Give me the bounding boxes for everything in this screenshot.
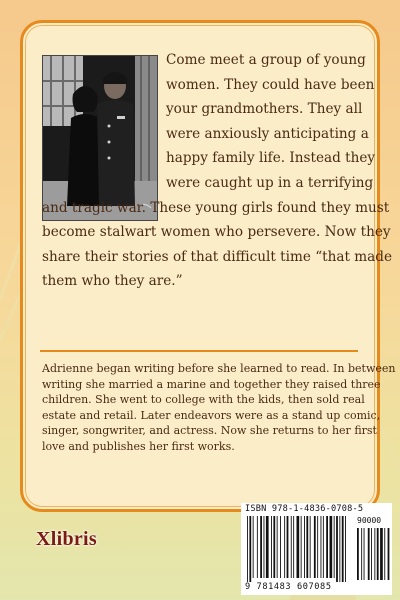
- bio-line: love and publishes her first works.: [42, 439, 235, 453]
- isbn-label: ISBN 978-1-4836-0708-5: [245, 504, 364, 514]
- isbn-barcode: [241, 503, 392, 595]
- blurb-line: share their stories of that difficult time “that made: [42, 248, 392, 265]
- bio-line: singer, songwriter, and actress. Now she returns to her first: [42, 424, 377, 438]
- bio-line: children. She went to college with the kids, then sold real: [42, 393, 365, 407]
- blurb-line: women. They could have been: [166, 76, 375, 93]
- section-divider: [40, 350, 358, 352]
- publisher-logo: Xlibris: [36, 528, 97, 550]
- bio-line: writing she married a marine and together they raised three: [42, 377, 381, 391]
- blurb-line: and tragic war. These young girls found they must: [42, 199, 390, 216]
- barcode-digits: 9 781483 607085: [245, 582, 332, 592]
- bio-line: Adrienne began writing before she learned to read. In between: [42, 362, 396, 375]
- blurb-line: them who they are.”: [42, 273, 183, 290]
- blurb-line: Come meet a group of young: [166, 52, 366, 68]
- price-code: 90000: [357, 516, 382, 525]
- blurb-line: your grandmothers. They all: [166, 101, 363, 118]
- bio-line: estate and retail. Later endeavors were as a stand up comic,: [42, 408, 381, 422]
- blurb-line: were caught up in a terrifying: [166, 174, 374, 191]
- blurb-line: become stalwart women who persevere. Now they: [42, 224, 391, 241]
- barcode-bars: [243, 516, 390, 582]
- blurb-line: happy family life. Instead they: [166, 150, 376, 167]
- author-bio: [42, 361, 396, 455]
- back-cover-blurb: [42, 48, 392, 294]
- blurb-line: were anxiously anticipating a: [166, 125, 369, 142]
